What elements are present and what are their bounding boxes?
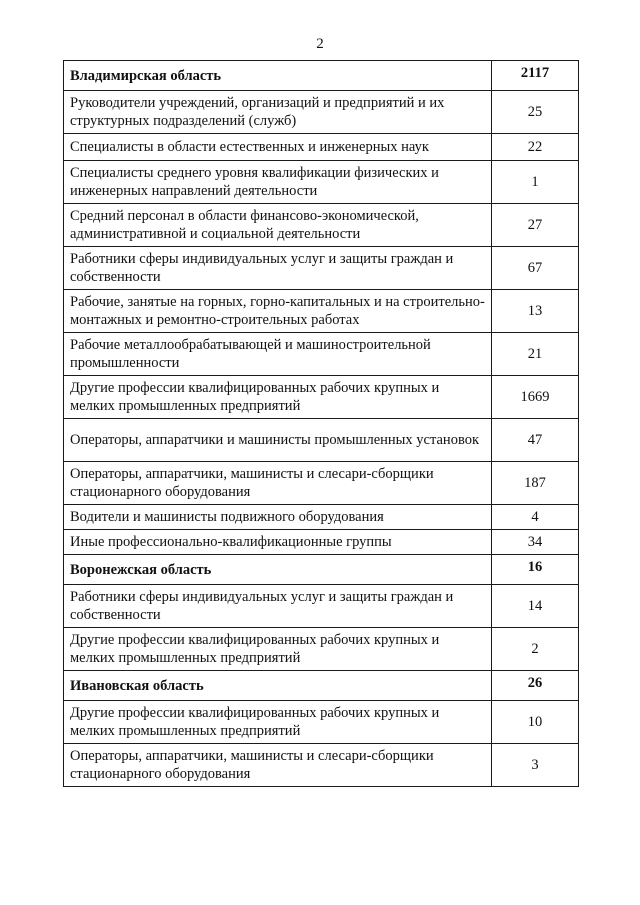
table-row [64,744,579,787]
occupation-name: Специалисты в области естественных и инженерных наук [64,134,492,161]
occupation-name: Операторы, аппаратчики, машинисты и слесари-сборщики стационарного оборудования [64,744,492,787]
table-row [64,585,579,628]
region-total: 16 [492,555,579,585]
table-row [64,376,579,419]
table-row [64,462,579,505]
table-row [64,161,579,204]
occupation-name: Другие профессии квалифицированных рабочих крупных и мелких промышленных предприятий [64,628,492,671]
region-row-vladimir [64,61,579,91]
occupation-name: Операторы, аппаратчики, машинисты и слесари-сборщики стационарного оборудования [64,462,492,505]
table-row [64,505,579,530]
region-name: Воронежская область [64,555,492,585]
occupation-count: 25 [492,91,579,134]
page-number: 2 [316,36,324,52]
region-total: 26 [492,671,579,701]
occupation-name: Работники сферы индивидуальных услуг и защиты граждан и собственности [64,585,492,628]
occupation-name: Операторы, аппаратчики и машинисты промышленных установок [64,419,492,462]
region-row-ivanovo [64,671,579,701]
occupation-name: Руководители учреждений, организаций и предприятий и их структурных подразделений (служб) [64,91,492,134]
occupation-count: 67 [492,247,579,290]
occupation-count: 14 [492,585,579,628]
table-row [64,204,579,247]
region-row-voronezh [64,555,579,585]
occupation-name: Рабочие, занятые на горных, горно-капитальных и на строительно-монтажных и ремонтно-строительных работах [64,290,492,333]
occupation-count: 3 [492,744,579,787]
table-row [64,134,579,161]
occupation-count: 187 [492,462,579,505]
region-name: Владимирская область [64,61,492,91]
table-row [64,419,579,462]
occupation-count: 2 [492,628,579,671]
table-row [64,530,579,555]
occupation-name: Другие профессии квалифицированных рабочих крупных и мелких промышленных предприятий [64,376,492,419]
occupation-count: 47 [492,419,579,462]
occupation-name: Иные профессионально-квалификационные группы [64,530,492,555]
occupation-count: 13 [492,290,579,333]
occupation-count: 1669 [492,376,579,419]
table-row [64,333,579,376]
occupation-count: 22 [492,134,579,161]
occupation-count: 27 [492,204,579,247]
occupation-count: 34 [492,530,579,555]
table-row [64,247,579,290]
occupation-name: Водители и машинисты подвижного оборудования [64,505,492,530]
table-row [64,628,579,671]
region-total: 2117 [492,61,579,91]
occupation-count: 1 [492,161,579,204]
occupation-name: Рабочие металлообрабатывающей и машиностроительной промышленности [64,333,492,376]
occupation-count: 10 [492,701,579,744]
occupation-table [63,60,579,787]
table-row [64,91,579,134]
occupation-name: Средний персонал в области финансово-экономической, административной и социальной деятельности [64,204,492,247]
occupation-count: 4 [492,505,579,530]
occupation-name: Другие профессии квалифицированных рабочих крупных и мелких промышленных предприятий [64,701,492,744]
table-row [64,290,579,333]
occupation-name: Специалисты среднего уровня квалификации физических и инженерных направлений деятельности [64,161,492,204]
region-name: Ивановская область [64,671,492,701]
table-row [64,701,579,744]
occupation-count: 21 [492,333,579,376]
occupation-name: Работники сферы индивидуальных услуг и защиты граждан и собственности [64,247,492,290]
